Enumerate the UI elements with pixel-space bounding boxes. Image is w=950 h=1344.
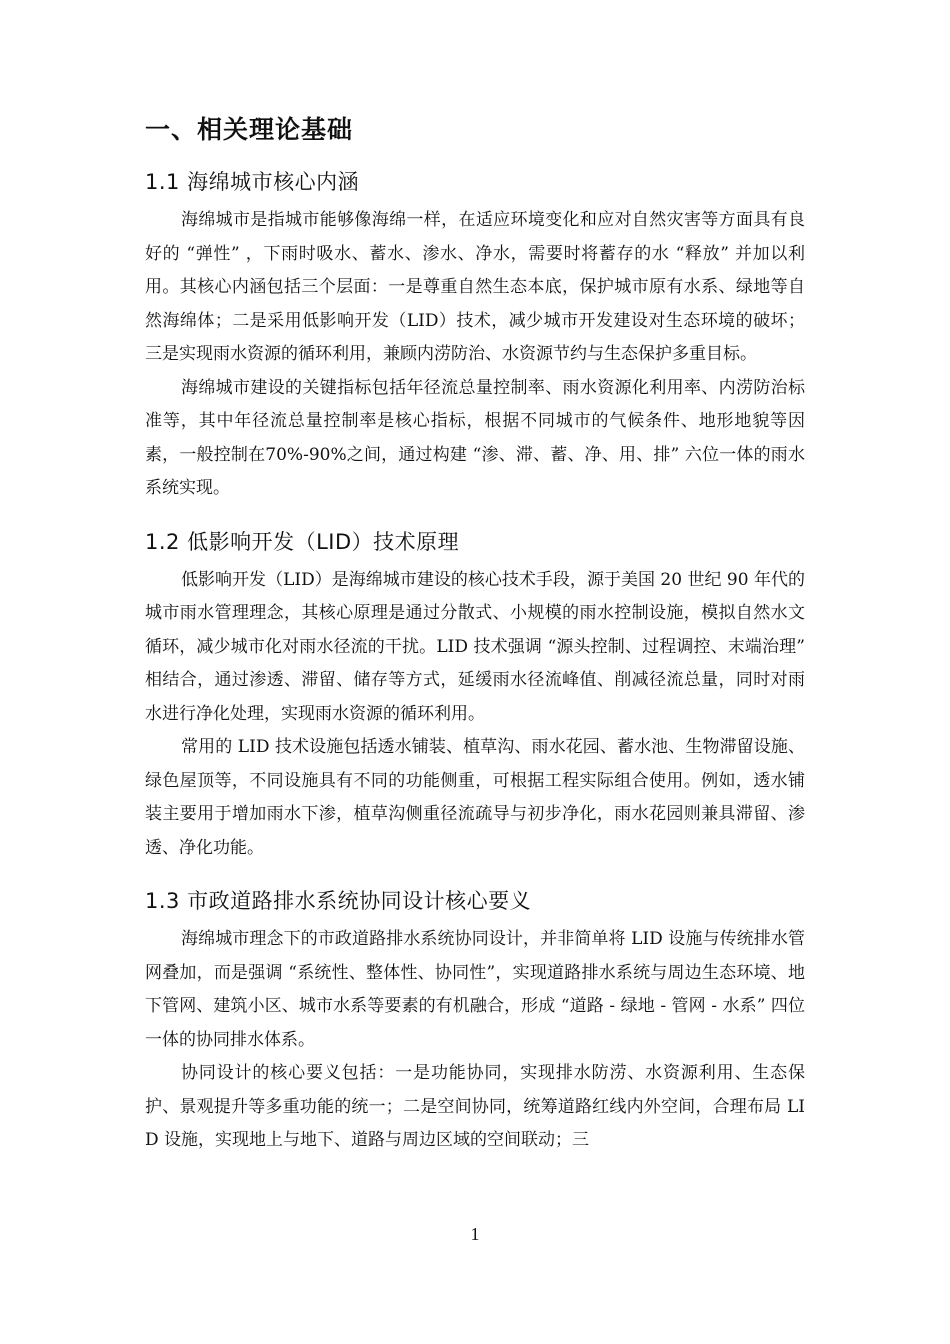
paragraph: 海绵城市理念下的市政道路排水系统协同设计，并非简单将 LID 设施与传统排水管网叠加，而是强调 “系统性、整体性、协同性”，实现道路排水系统与周边生态环境、地下管网、建筑小区、城市水系等要素的有机融合，形成 “道路 - 绿地 - 管网 - 水系” 四位一体的协同排水体系。	[145, 929, 805, 1050]
section-1-3	[145, 883, 805, 1158]
paragraph: 协同设计的核心要义包括：一是功能协同，实现排水防涝、水资源利用、生态保护、景观提升等多重功能的统一；二是空间协同，统筹道路红线内外空间，合理布局 LID 设施，实现地上与地下、道路与周边区域的空间联动；三	[145, 1063, 805, 1150]
section-1-1	[145, 164, 805, 506]
paragraph: 低影响开发（LID）是海绵城市建设的核心技术手段，源于美国 20 世纪 90 年代的城市雨水管理理念，其核心原理是通过分散式、小规模的雨水控制设施，模拟自然水文循环，减少城市化对雨水径流的干扰。LID 技术强调 “源头控制、过程调控、末端治理” 相结合，通过渗透、滞留、储存等方式，延缓雨水径流峰值、削减径流总量，同时对雨水进行净化处理，实现雨水资源的循环利用。	[145, 569, 805, 724]
paragraph: 海绵城市是指城市能够像海绵一样，在适应环境变化和应对自然灾害等方面具有良好的 “弹性” ，下雨时吸水、蓄水、渗水、净水，需要时将蓄存的水 “释放” 并加以利用。其核心内涵包括三个层面：一是尊重自然生态本底，保护城市原有水系、绿地等自然海绵体；二是采用低影响开发（LID）技术，减少城市开发建设对生态环境的破坏；三是实现雨水资源的循环利用，兼顾内涝防治、水资源节约与生态保护多重目标。	[145, 210, 805, 364]
section-heading: 1.2 低影响开发（LID）技术原理	[145, 529, 460, 554]
page-number: 1	[470, 1224, 480, 1244]
section-heading: 1.1 海绵城市核心内涵	[145, 170, 360, 194]
section-heading: 1.3 市政道路排水系统协同设计核心要义	[145, 889, 532, 913]
paragraph: 常用的 LID 技术设施包括透水铺装、植草沟、雨水花园、蓄水池、生物滞留设施、绿色屋顶等，不同设施具有不同的功能侧重，可根据工程实际组合使用。例如，透水铺装主要用于增加雨水下渗，植草沟侧重径流疏导与初步净化，雨水花园则兼具滞留、渗透、净化功能。	[145, 737, 805, 858]
paragraph: 海绵城市建设的关键指标包括年径流总量控制率、雨水资源化利用率、内涝防治标准等，其中年径流总量控制率是核心指标，根据不同城市的气候条件、地形地貌等因素，一般控制在70%-90%之间，通过构建 “渗、滞、蓄、净、用、排” 六位一体的雨水系统实现。	[145, 377, 805, 498]
chapter-title: 一、相关理论基础	[145, 115, 354, 144]
section-1-2	[145, 524, 805, 866]
